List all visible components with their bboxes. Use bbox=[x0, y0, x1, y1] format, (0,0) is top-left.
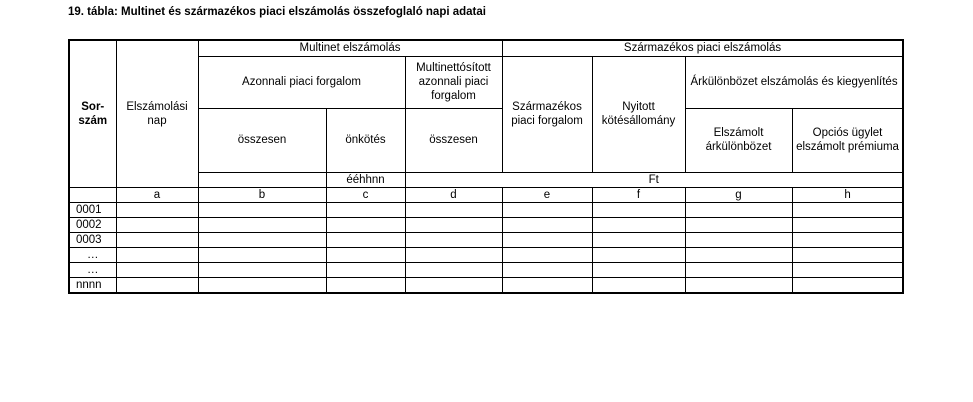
row-cell-e bbox=[502, 202, 592, 217]
row-cell-g bbox=[685, 262, 792, 277]
header-elszamolt-ark: Elszámolt árkülönbözet bbox=[685, 108, 792, 172]
header-szarmazekos: Származékos piaci elszámolás bbox=[502, 40, 903, 56]
row-cell-a bbox=[116, 262, 198, 277]
row-number: … bbox=[69, 262, 116, 277]
row-cell-b bbox=[198, 217, 326, 232]
table-row bbox=[69, 247, 903, 262]
letter-spacer bbox=[69, 187, 116, 202]
unit-date: ééhhnn bbox=[326, 172, 405, 187]
row-number: nnnn bbox=[69, 277, 116, 293]
row-cell-d bbox=[405, 232, 502, 247]
row-cell-c bbox=[326, 262, 405, 277]
row-cell-c bbox=[326, 277, 405, 293]
row-cell-g bbox=[685, 232, 792, 247]
header-osszesen-d: összesen bbox=[405, 108, 502, 172]
row-cell-g bbox=[685, 217, 792, 232]
col-letter-d: d bbox=[405, 187, 502, 202]
row-cell-f bbox=[592, 262, 685, 277]
row-cell-h bbox=[792, 277, 903, 293]
row-cell-c bbox=[326, 232, 405, 247]
header-nyitott: Nyitott kötésállomány bbox=[592, 56, 685, 172]
col-letter-b: b bbox=[198, 187, 326, 202]
header-opcios: Opciós ügylet elszámolt prémiuma bbox=[792, 108, 903, 172]
row-cell-h bbox=[792, 232, 903, 247]
row-cell-b bbox=[198, 232, 326, 247]
row-cell-a bbox=[116, 247, 198, 262]
unit-spacer bbox=[198, 172, 326, 187]
row-cell-a bbox=[116, 277, 198, 293]
col-letter-c: c bbox=[326, 187, 405, 202]
row-cell-b bbox=[198, 277, 326, 293]
row-cell-e bbox=[502, 262, 592, 277]
table-row bbox=[69, 202, 903, 217]
row-cell-d bbox=[405, 217, 502, 232]
row-cell-h bbox=[792, 262, 903, 277]
row-cell-b bbox=[198, 202, 326, 217]
letter-row bbox=[69, 187, 903, 202]
row-cell-f bbox=[592, 247, 685, 262]
col-letter-g: g bbox=[685, 187, 792, 202]
row-cell-h bbox=[792, 217, 903, 232]
row-cell-d bbox=[405, 262, 502, 277]
row-cell-f bbox=[592, 217, 685, 232]
header-szarmazekos-forgalom: Származékos piaci forgalom bbox=[502, 56, 592, 172]
row-cell-f bbox=[592, 277, 685, 293]
header-sorszam bbox=[69, 40, 116, 187]
row-cell-c bbox=[326, 217, 405, 232]
header-elszamolasi-nap-text: Elszámolási nap bbox=[126, 100, 188, 127]
row-cell-a bbox=[116, 202, 198, 217]
row-cell-b bbox=[198, 247, 326, 262]
header-sorszam-text: Sor- szám bbox=[78, 100, 108, 127]
row-cell-g bbox=[685, 247, 792, 262]
row-cell-g bbox=[685, 277, 792, 293]
row-cell-d bbox=[405, 247, 502, 262]
table-row bbox=[69, 232, 903, 247]
row-cell-e bbox=[502, 217, 592, 232]
summary-table bbox=[68, 39, 904, 294]
header-multinettositott: Multinettósított azonnali piaci forgalom bbox=[405, 56, 502, 108]
header-multinet: Multinet elszámolás bbox=[198, 40, 502, 56]
row-cell-e bbox=[502, 277, 592, 293]
row-number: 0003 bbox=[69, 232, 116, 247]
table-row bbox=[69, 217, 903, 232]
header-arkulonbozet: Árkülönbözet elszámolás és kiegyenlítés bbox=[685, 56, 903, 108]
row-cell-c bbox=[326, 202, 405, 217]
unit-ft: Ft bbox=[405, 172, 903, 187]
col-letter-e: e bbox=[502, 187, 592, 202]
row-number: … bbox=[69, 247, 116, 262]
row-number: 0001 bbox=[69, 202, 116, 217]
row-number: 0002 bbox=[69, 217, 116, 232]
row-cell-c bbox=[326, 247, 405, 262]
row-cell-f bbox=[592, 202, 685, 217]
row-cell-e bbox=[502, 247, 592, 262]
header-elszamolasi-nap bbox=[116, 40, 198, 187]
row-cell-a bbox=[116, 217, 198, 232]
header-azonnali: Azonnali piaci forgalom bbox=[198, 56, 405, 108]
header-onkotes: önkötés bbox=[326, 108, 405, 172]
row-cell-h bbox=[792, 247, 903, 262]
table-row bbox=[69, 262, 903, 277]
row-cell-e bbox=[502, 232, 592, 247]
row-cell-b bbox=[198, 262, 326, 277]
col-letter-a: a bbox=[116, 187, 198, 202]
row-cell-g bbox=[685, 202, 792, 217]
table-title: 19. tábla: Multinet és származékos piaci elszámolás összefoglaló napi adatai bbox=[68, 6, 486, 18]
row-cell-d bbox=[405, 202, 502, 217]
table-row bbox=[69, 277, 903, 293]
row-cell-d bbox=[405, 277, 502, 293]
row-cell-f bbox=[592, 232, 685, 247]
row-cell-a bbox=[116, 232, 198, 247]
col-letter-f: f bbox=[592, 187, 685, 202]
header-osszesen-b: összesen bbox=[198, 108, 326, 172]
row-cell-h bbox=[792, 202, 903, 217]
col-letter-h: h bbox=[792, 187, 903, 202]
